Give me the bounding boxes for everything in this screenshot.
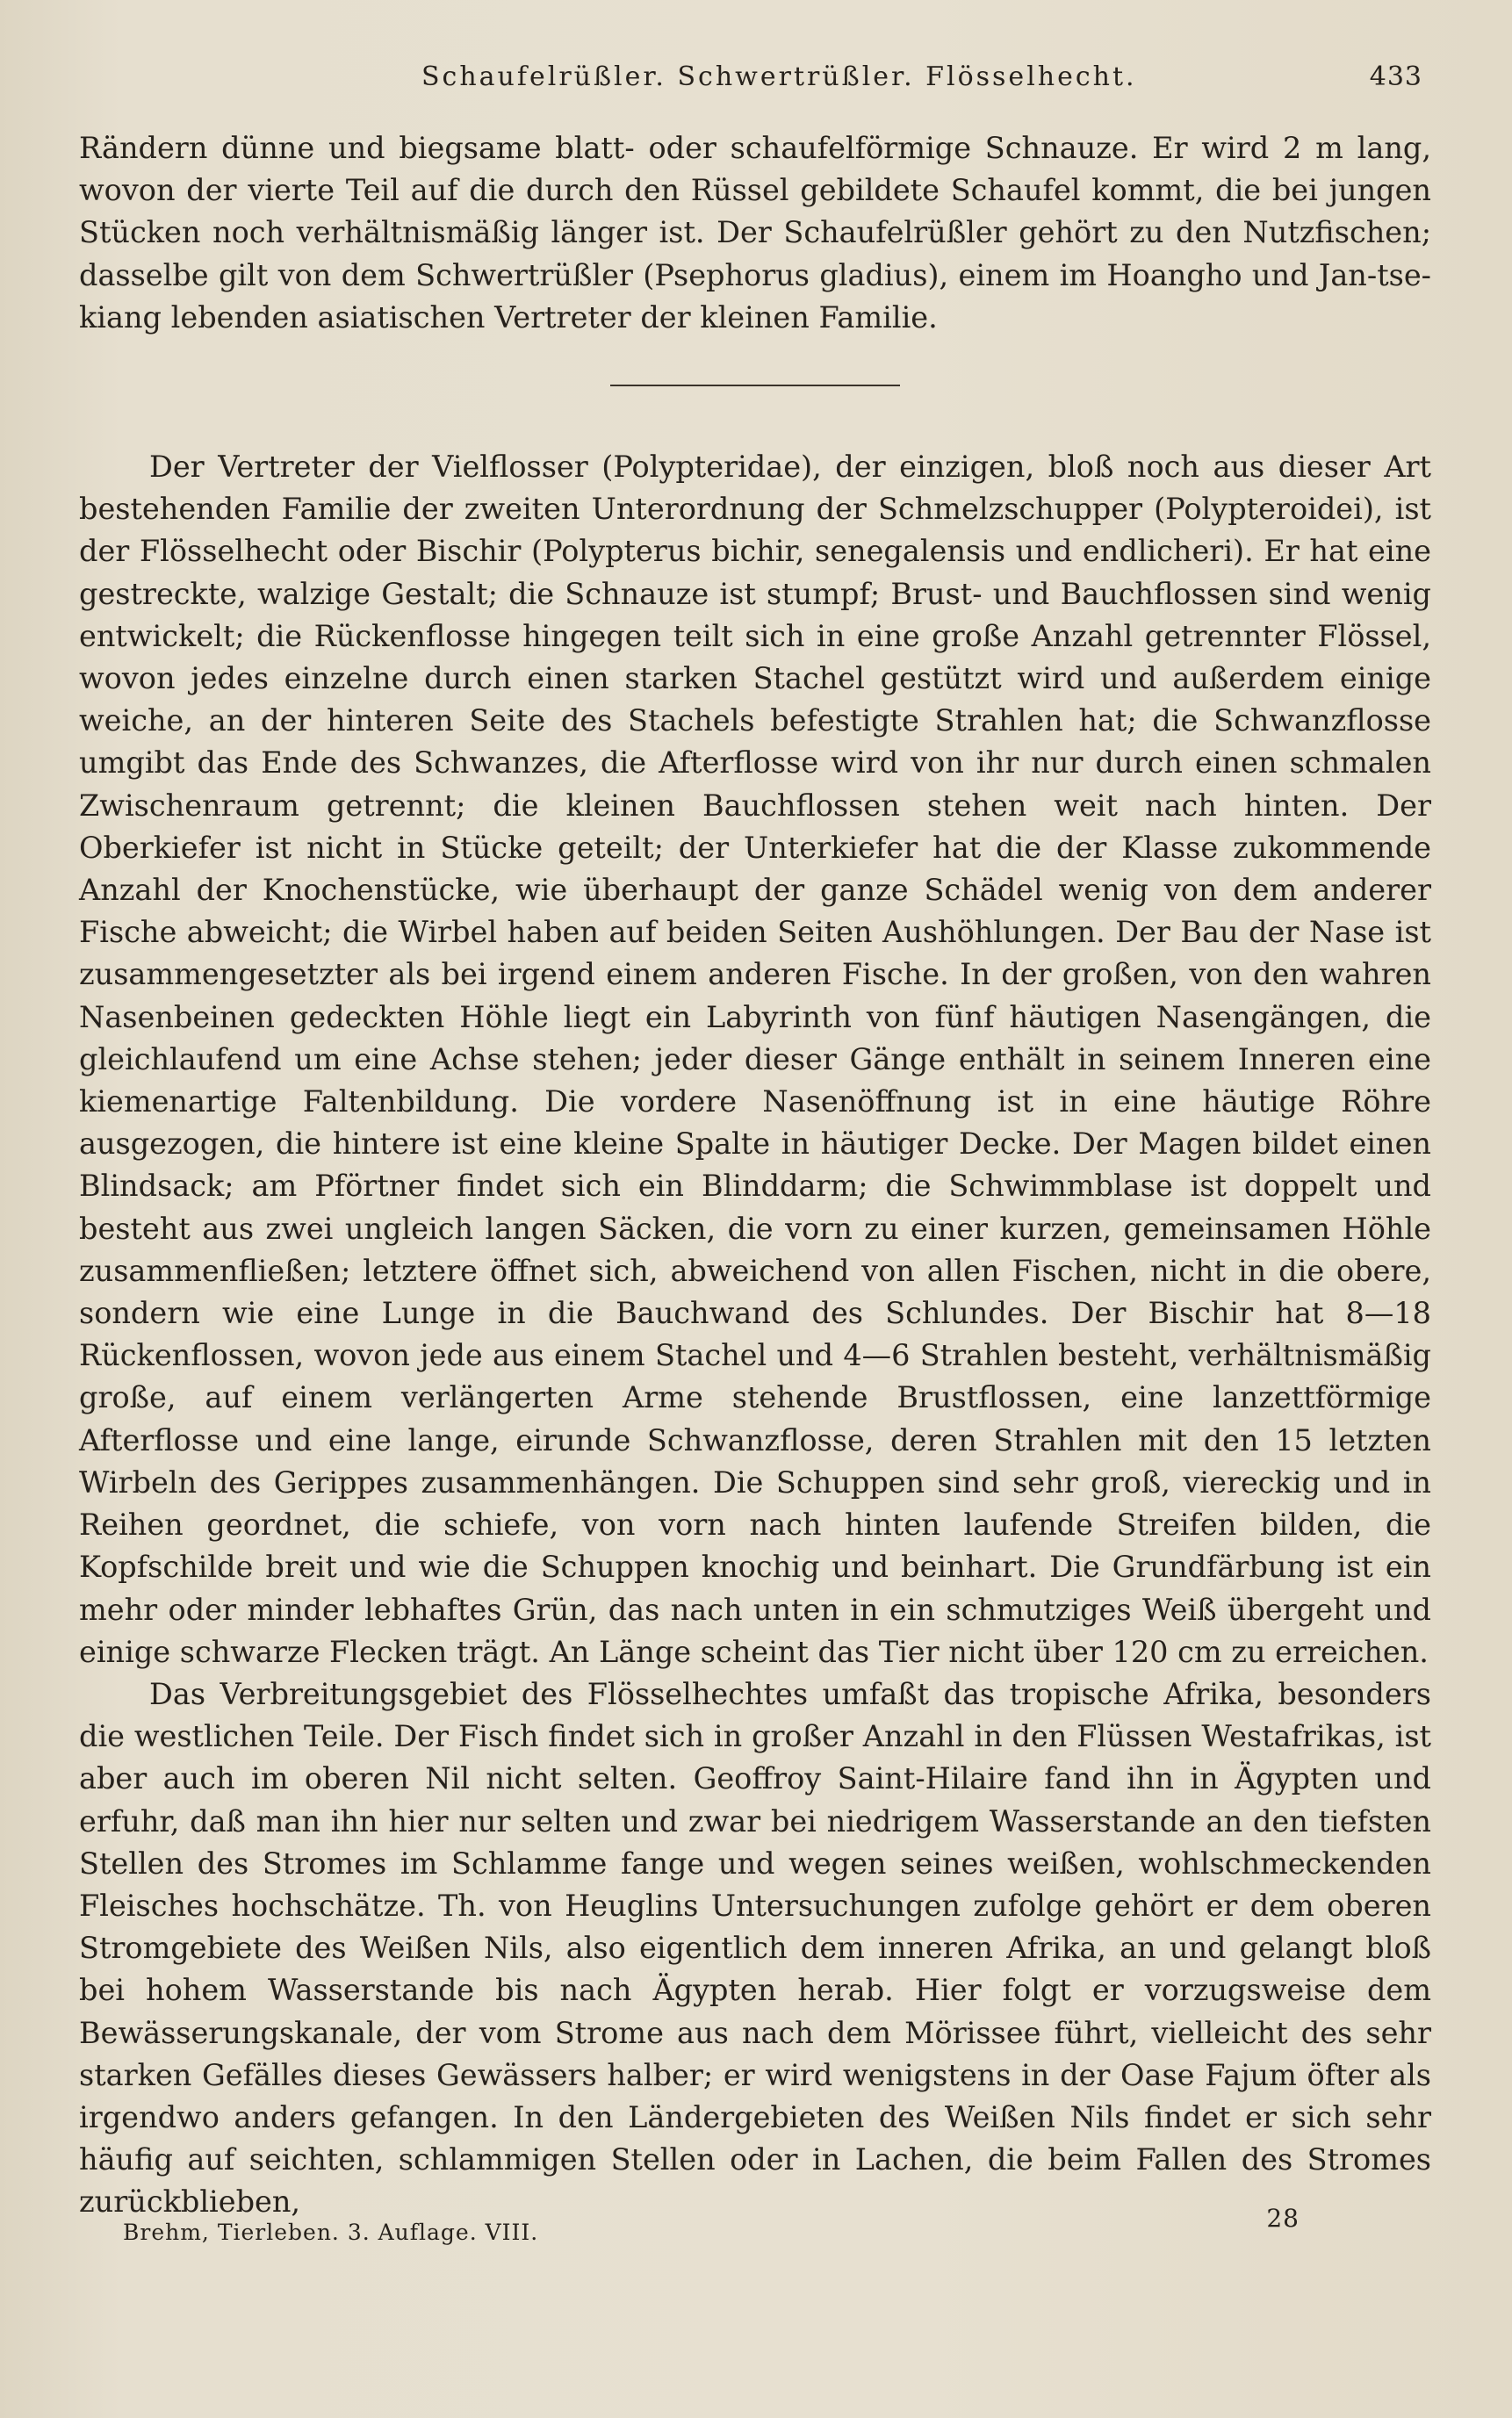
printer-signature: Brehm, Tierleben. 3. Auflage. VIII. [123, 2220, 539, 2245]
page-header [421, 61, 1422, 105]
paragraph-floesselhecht-description: Der Vertreter der Vielflosser (Polypteridae), der einzigen, bloß noch aus dieser Art bestehenden Familie der zweiten Unterordnung der Schmelzschupper (Polypteroidei), ist der Flösselhecht oder Bischir (Polypterus bichir, senegalensis und endlicheri). Er hat eine gestreckte, walzige Gestalt; die Schnauze ist stumpf; Brust- und Bauchflossen sind wenig entwickelt; die Rückenflosse hingegen teilt sich in eine große Anzahl getrennter Flössel, wovon jedes einzelne durch einen starken Stachel gestützt wird und außerdem einige weiche, an der hinteren Seite des Stachels befestigte Strahlen hat; die Schwanzflosse umgibt das Ende des Schwanzes, die Afterflosse wird von ihr nur durch einen schmalen Zwischenraum getrennt; die kleinen Bauchflossen stehen weit nach hinten. Der Oberkiefer ist nicht in Stücke geteilt; der Unterkiefer hat die der Klasse zukommende Anzahl der Knochenstücke, wie überhaupt der ganze Schädel wenig von dem anderer Fische abweicht; die Wirbel haben auf beiden Seiten Aushöhlungen. Der Bau der Nase ist zusammengesetzter als bei irgend einem anderen Fische. In der großen, von den wahren Nasenbeinen gedeckten Höhle liegt ein Labyrinth von fünf häutigen Nasengängen, die gleichlaufend um eine Achse stehen; jeder dieser Gänge enthält in seinem Inneren eine kiemenartige Faltenbildung. Die vordere Nasenöffnung ist in eine häutige Röhre ausgezogen, die hintere ist eine kleine Spalte in häutiger Decke. Der Magen bildet einen Blindsack; am Pförtner findet sich ein Blinddarm; die Schwimmblase ist doppelt und besteht aus zwei ungleich langen Säcken, die vorn zu einer kurzen, gemeinsamen Höhle zusammenfließen; letztere öffnet sich, abweichend von allen Fischen, nicht in die obere, sondern wie eine Lunge in die Bauchwand des Schlundes. Der Bischir hat 8—18 Rückenflossen, wovon jede aus einem Stachel und 4—6 Strahlen besteht, verhältnismäßig große, auf einem verlängerten Arme stehende Brustflossen, eine lanzettförmige Afterflosse und eine lange, eirunde Schwanzflosse, deren Strahlen mit den 15 letzten Wirbeln des Gerippes zusammenhängen. Die Schuppen sind sehr groß, viereckig und in Reihen geordnet, die schiefe, von vorn nach hinten laufende Streifen bilden, die Kopfschilde breit und wie die Schuppen knochig und beinhart. Die Grundfärbung ist ein mehr oder minder lebhaftes Grün, das nach unten in ein schmutziges Weiß übergeht und einige schwarze Flecken trägt. An Länge scheint das Tier nicht über 120 cm zu erreichen. [79, 450, 1431, 1669]
page-body [79, 127, 1431, 2224]
gathering-number: 28 [1266, 2204, 1300, 2233]
page-footer [123, 2204, 1300, 2248]
paragraph-floesselhecht-distribution: Das Verbreitungsgebiet des Flösselhechtes umfaßt das tropische Afrika, besonders die westlichen Teile. Der Fisch findet sich in großer Anzahl in den Flüssen Westafrikas, ist aber auch im oberen Nil nicht selten. Geoffroy Saint-Hilaire fand ihn in Ägypten und erfuhr, daß man ihn hier nur selten und zwar bei niedrigem Wasserstande an den tiefsten Stellen des Stromes im Schlamme fange und wegen seines weißen, wohlschmeckenden Fleisches hochschätze. Th. von Heuglins Untersuchungen zufolge gehört er dem oberen Stromgebiete des Weißen Nils, also eigentlich dem inneren Afrika, an und gelangt bloß bei hohem Wasserstande bis nach Ägypten herab. Hier folgt er vorzugsweise dem Bewässerungskanale, der vom Strome aus nach dem Mörissee führt, vielleicht des sehr starken Gefälles dieses Gewässers halber; er wird wenigstens in der Oase Fajum öfter als irgendwo anders gefangen. In den Ländergebieten des Weißen Nils findet er sich sehr häufig auf seichten, schlammigen Stellen oder in Lachen, die beim Fallen des Stromes zurückblieben, [79, 1676, 1431, 2220]
paragraph-schaufelruessler-end: Rändern dünne und biegsame blatt- oder schaufelförmige Schnauze. Er wird 2 m lang, wovon der vierte Teil auf die durch den Rüssel gebildete Schaufel kommt, die bei jungen Stücken noch verhältnismäßig länger ist. Der Schaufelrüßler gehört zu den Nutzfischen; dasselbe gilt von dem Schwertrüßler (Psephorus gladius), einem im Hoangho und Jan-tse-kiang lebenden asiatischen Vertreter der kleinen Familie. [79, 131, 1431, 335]
running-title: Schaufelrüßler. Schwertrüßler. Flösselhecht. [421, 61, 1137, 92]
page-number: 433 [1369, 61, 1422, 92]
section-divider [610, 385, 900, 386]
